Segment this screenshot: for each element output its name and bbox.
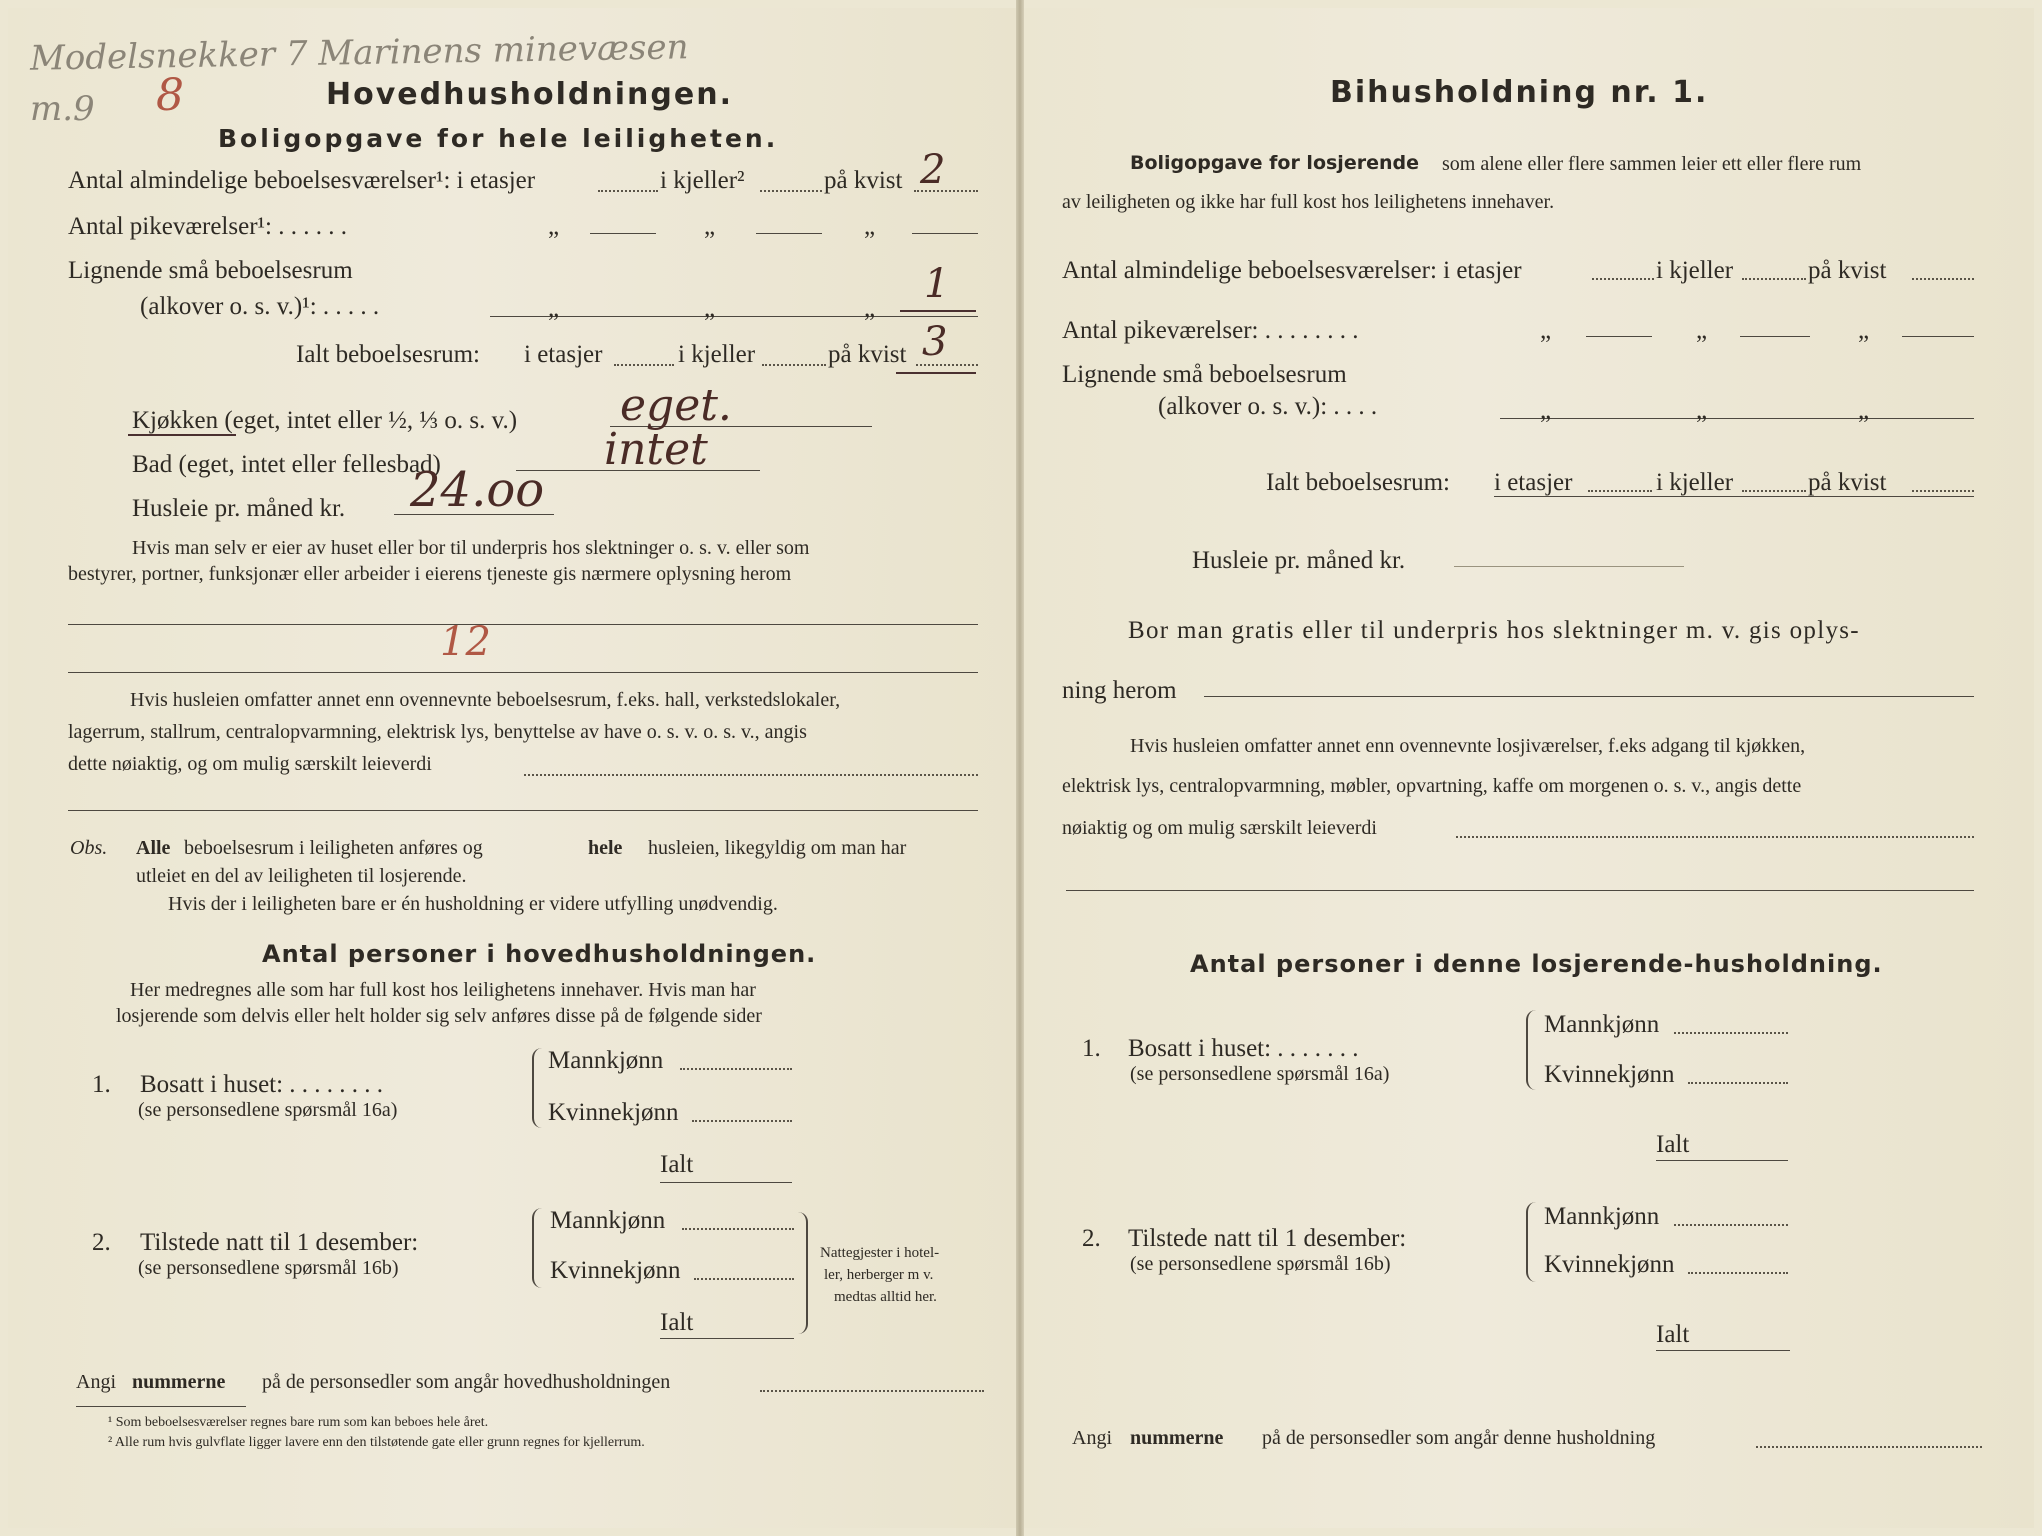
right-numbers-pre: Angi [1072,1427,1112,1449]
right-q1-sub: (se personsedlene spørsmål 16a) [1130,1063,1390,1085]
right-rooms-cellar-field[interactable] [1742,278,1806,280]
obs-bold-hele: hele [588,837,623,859]
right-title: Bihusholdning nr. 1. [1330,75,1709,110]
night-note-1: Nattegjester i hotel- [820,1245,940,1261]
left-q1-male-label: Mannkjønn [548,1047,664,1074]
right-q2-number: 2. [1082,1225,1101,1252]
left-q1-male-field[interactable] [680,1068,792,1070]
left-q1-sub: (se personsedlene spørsmål 16a) [138,1099,398,1121]
obs-text-3: utleiet en del av leiligheten til losjerende. [136,865,467,887]
right-rooms-attic-label: på kvist [1808,257,1887,284]
footnote-2: ² Alle rum hvis gulvflate ligger lavere enn den tilstøtende gate eller grunn regnes for kjellerrum. [108,1435,645,1450]
kitchen-underline [128,434,236,436]
right-extra-field[interactable] [1456,836,1974,838]
left-persons-title: Antal personer i hovedhusholdningen. [262,940,817,968]
handwritten-total-rooms: 3 [922,319,948,365]
right-q1-female-label: Kvinnekjønn [1544,1061,1675,1088]
owner-note-2: bestyrer, portner, funksjonær eller arbeider i eierens tjeneste gis nærmere oplysning herom [68,563,792,585]
right-extra-2: elektrisk lys, centralopvarmning, møbler, opvartning, kaffe om morgenen o. s. v., angis dette [1062,775,1802,797]
right-maid-attic-field[interactable] [1902,336,1974,337]
handwritten-ref-number: 8 [156,70,184,121]
left-q1-female-field[interactable] [692,1120,792,1122]
persons-note-2: losjerende som delvis eller helt holder sig selv anføres disse på de følgende sider [116,1005,762,1027]
right-maid-ditto-2: „ [1696,317,1708,344]
right-q2-female-label: Kvinnekjønn [1544,1251,1675,1278]
owner-answer-line-1[interactable] [68,624,978,625]
persons-note-1: Her medregnes alle som har full kost hos leilighetens innehaver. Hvis man har [130,979,756,1001]
right-numbers-post: på de personsedler som angår denne husholdning [1262,1427,1656,1449]
rooms-cellar-field[interactable] [760,190,822,192]
handwritten-bath: intet [604,424,708,475]
right-q1-brace [1526,1010,1538,1090]
left-q2-total-field[interactable] [660,1338,794,1339]
small-ditto-3: „ [864,295,876,322]
right-intro-bold: Boligopgave for losjerende [1130,152,1419,174]
right-q1-male-field[interactable] [1674,1032,1788,1034]
extra-note-2: lagerrum, stallrum, centralopvarmning, elektrisk lys, benyttelse av have o. s. v. o. s. v., angis [68,721,807,743]
night-note-2: ler, herberger m v. [824,1267,934,1283]
right-maid-floors-field[interactable] [1586,336,1652,337]
left-q1-female-label: Kvinnekjønn [548,1099,679,1126]
right-total-attic-label: på kvist [1808,469,1887,496]
maid-cellar-field[interactable] [756,233,822,234]
right-free-field[interactable] [1204,696,1974,697]
left-q2-brace [532,1208,544,1288]
handwritten-kitchen: eget. [620,380,732,431]
small-rooms-label: Lignende små beboelsesrum [68,257,353,284]
total-floors-label: i etasjer [524,341,603,368]
owner-note-1: Hvis man selv er eier av huset eller bor til underpris hos slektninger o. s. v. eller som [132,537,810,559]
maid-ditto-3: „ [864,213,876,240]
right-maid-label: Antal pikeværelser: . . . . . . . . [1062,317,1359,344]
rooms-cellar-label: i kjeller² [660,167,745,194]
maid-floors-field[interactable] [590,233,656,234]
right-small-ditto-1: „ [1540,397,1552,424]
small-ditto-1: „ [548,295,560,322]
right-rooms-floors-field[interactable] [1592,278,1654,280]
right-rooms-label: Antal almindelige beboelsesværelser: i etasjer [1062,257,1522,284]
handwritten-small-rooms: 1 [924,261,950,307]
right-free-2: ning herom [1062,677,1177,704]
left-q2-right-brace [796,1212,808,1334]
right-q2-label: Tilstede natt til 1 desember: [1128,1225,1407,1252]
right-intro-2: av leiligheten og ikke har full kost hos leilighetens innehaver. [1062,191,1555,213]
total-cellar-label: i kjeller [678,341,756,368]
right-maid-ditto-1: „ [1540,317,1552,344]
total-cellar-field[interactable] [762,364,826,366]
small-rooms-label-2: (alkover o. s. v.)¹: . . . . . [140,293,380,320]
rooms-attic-label: på kvist [824,167,903,194]
left-numbers-post: på de personsedler som angår hovedhusholdningen [262,1371,671,1393]
right-small-rooms-label-2: (alkover o. s. v.): . . . . [1158,393,1378,420]
left-q2-sub: (se personsedlene spørsmål 16b) [138,1257,399,1279]
right-total-attic-field[interactable] [1912,490,1974,492]
left-numbers-pre: Angi [76,1371,116,1393]
bath-label: Bad (eget, intet eller fellesbad) [132,451,441,478]
extra-value-field[interactable] [524,774,978,776]
right-q2-total-field[interactable] [1656,1350,1790,1351]
right-q2-female-field[interactable] [1688,1272,1788,1274]
handwritten-rent: 24.oo [410,462,545,518]
right-q1-label: Bosatt i huset: . . . . . . . [1128,1035,1359,1062]
left-q1-total-label: Ialt [660,1151,694,1178]
left-q1-brace [532,1048,544,1128]
rooms-label: Antal almindelige beboelsesværelser¹: i etasjer [68,167,536,194]
right-intro-1: som alene eller flere sammen leier ett eller flere rum [1442,153,1862,175]
right-small-rooms-field[interactable] [1500,418,1974,419]
right-persons-title: Antal personer i denne losjerende-husholdning. [1190,950,1883,978]
total-rooms-label: Ialt beboelsesrum: [296,341,480,368]
right-numbers-bold: nummerne [1130,1427,1224,1449]
right-q2-sub: (se personsedlene spørsmål 16b) [1130,1253,1391,1275]
right-rooms-cellar-label: i kjeller [1656,257,1734,284]
right-q2-total-label: Ialt [1656,1321,1690,1348]
left-q2-number: 2. [92,1229,111,1256]
left-q1-total-field[interactable] [660,1182,792,1183]
handwritten-ref-code: m.9 [30,89,95,129]
handwritten-underline-1 [900,310,976,312]
right-q2-male-field[interactable] [1674,1224,1788,1226]
handwritten-occupation-note: Modelsnekker 7 Marinens minevæsen [29,27,689,79]
maid-ditto-1: „ [548,213,560,240]
right-rent-label: Husleie pr. måned kr. [1192,547,1406,574]
owner-answer-line-2[interactable] [68,672,978,673]
extra-note-3: dette nøiaktig, og om mulig særskilt leieverdi [68,753,432,775]
left-q1-number: 1. [92,1071,111,1098]
handwritten-note-mark: 12 [440,619,491,665]
right-rent-field[interactable] [1454,566,1684,567]
right-total-label: Ialt beboelsesrum: [1266,469,1450,496]
page-fold [1016,0,1024,1536]
total-floors-field[interactable] [614,364,674,366]
left-numbers-field[interactable] [760,1390,984,1392]
small-ditto-2: „ [704,295,716,322]
left-q2-total-label: Ialt [660,1309,694,1336]
rent-label: Husleie pr. måned kr. [132,495,346,522]
obs-text-1: beboelsesrum i leiligheten anføres og [184,837,483,859]
right-extra-answer-line[interactable] [1066,890,1974,891]
left-q2-male-field[interactable] [682,1228,794,1230]
right-maid-cellar-field[interactable] [1740,336,1810,337]
right-small-ditto-3: „ [1858,397,1870,424]
right-q2-male-label: Mannkjønn [1544,1203,1660,1230]
left-q2-label: Tilstede natt til 1 desember: [140,1229,419,1256]
right-q1-female-field[interactable] [1688,1082,1788,1084]
small-rooms-field[interactable] [490,316,978,317]
right-total-floors-field[interactable] [1588,490,1652,492]
right-q1-total-field[interactable] [1656,1160,1788,1161]
left-subtitle: Boligopgave for hele leiligheten. [218,124,779,153]
right-q2-brace [1526,1202,1538,1282]
total-attic-label: på kvist [828,341,907,368]
footnote-separator [76,1406,246,1407]
right-extra-3: nøiaktig og om mulig særskilt leieverdi [1062,817,1377,839]
obs-text-2: husleien, likegyldig om man har [648,837,907,859]
right-q1-male-label: Mannkjønn [1544,1011,1660,1038]
obs-bold-alle: Alle [136,837,171,859]
rooms-floors-field[interactable] [598,190,658,192]
left-q1-label: Bosatt i huset: . . . . . . . . [140,1071,384,1098]
maid-attic-field[interactable] [912,233,978,234]
extra-note-1: Hvis husleien omfatter annet enn ovennevnte beboelsesrum, f.eks. hall, verkstedslokaler, [130,689,841,711]
right-total-underline [1494,496,1974,497]
right-total-floors-label: i etasjer [1494,469,1573,496]
handwritten-underline-2 [896,372,976,374]
obs-label: Obs. [70,837,108,859]
right-q1-number: 1. [1082,1035,1101,1062]
right-total-cellar-field[interactable] [1742,490,1806,492]
obs-text-4: Hvis der i leiligheten bare er én husholdning er videre utfylling unødvendig. [168,893,778,915]
right-q1-total-label: Ialt [1656,1131,1690,1158]
right-small-rooms-label: Lignende små beboelsesrum [1062,361,1347,388]
right-page [1022,8,2034,1528]
right-numbers-field[interactable] [1756,1446,1982,1448]
left-q2-female-field[interactable] [694,1278,794,1280]
night-note-3: medtas alltid her. [834,1289,937,1305]
right-rooms-attic-field[interactable] [1912,278,1974,280]
right-total-cellar-label: i kjeller [1656,469,1734,496]
kitchen-label: Kjøkken (eget, intet eller ½, ⅓ o. s. v.) [132,407,518,434]
left-q2-male-label: Mannkjønn [550,1207,666,1234]
left-numbers-bold: nummerne [132,1371,226,1393]
right-extra-1: Hvis husleien omfatter annet enn ovennevnte losjiværelser, f.eks adgang til kjøkken, [1130,735,1806,757]
right-free-1: Bor man gratis eller til underpris hos slektninger m. v. gis oplys- [1128,617,1860,644]
extra-answer-line[interactable] [68,810,978,811]
handwritten-attic-rooms: 2 [920,147,946,193]
footnote-1: ¹ Som beboelsesværelser regnes bare rum som kan beboes hele året. [108,1415,489,1430]
left-title: Hovedhusholdningen. [326,77,733,112]
maid-rooms-label: Antal pikeværelser¹: . . . . . . [68,213,347,240]
maid-ditto-2: „ [704,213,716,240]
right-maid-ditto-3: „ [1858,317,1870,344]
left-q2-female-label: Kvinnekjønn [550,1257,681,1284]
right-small-ditto-2: „ [1696,397,1708,424]
